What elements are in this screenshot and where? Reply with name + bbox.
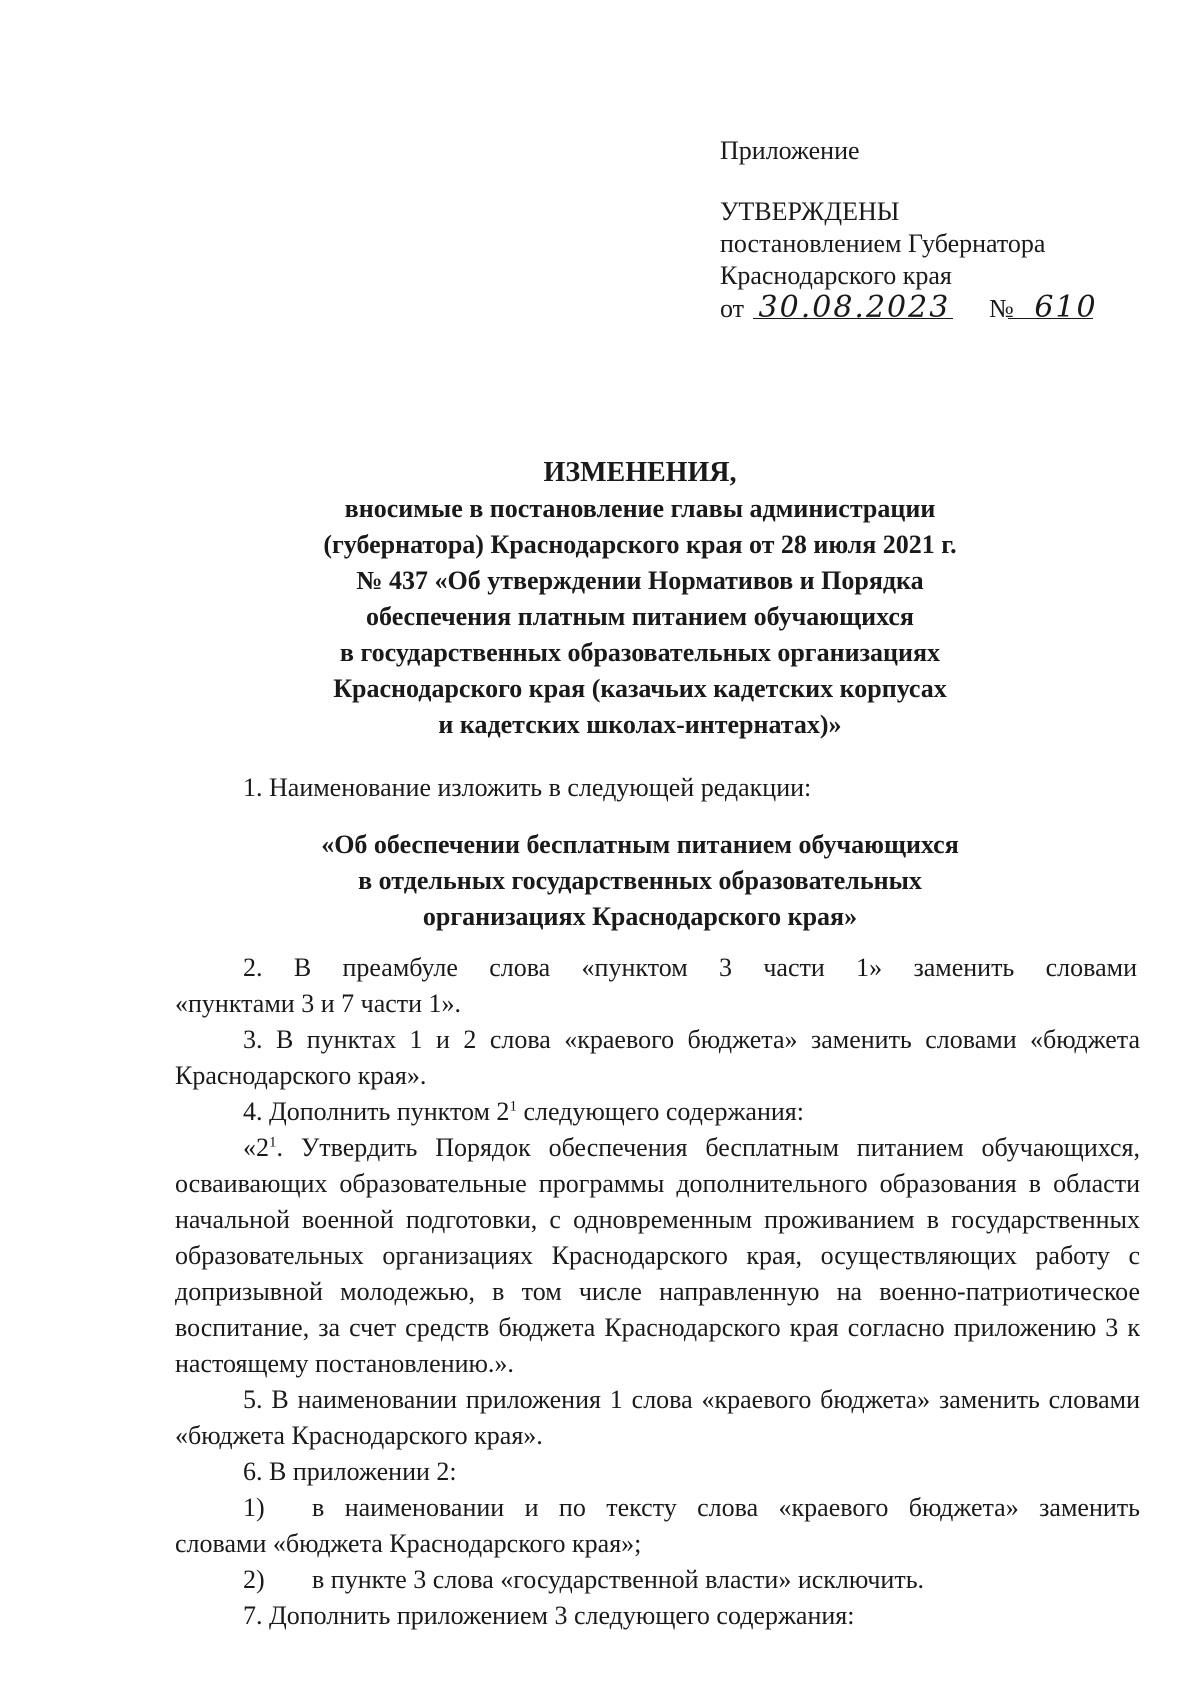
- date-underline: [753, 318, 953, 319]
- title-line: вносимые в постановление главы администрации: [344, 494, 936, 523]
- handwritten-date: 30.08.2023: [758, 290, 951, 325]
- item-2-line-1: 2. В преамбуле слова «пунктом 3 части 1» заменить словами: [243, 953, 1137, 982]
- item-6-2-text: в пункте 3 слова «государственной власти» исключить.: [312, 1565, 925, 1594]
- item-1: 1. Наименование изложить в следующей редакции:: [243, 773, 812, 802]
- item-6-1-text: в наименовании и по тексту слова «краевого бюджета» заменить: [312, 1493, 1140, 1522]
- item-3: 3. В пунктах 1 и 2 слова «краевого бюджета» заменить словами «бюджета Краснодарского края».: [175, 1025, 1140, 1090]
- title-line: Краснодарского края (казачьих кадетских корпусах: [333, 674, 947, 703]
- date-prefix: от: [720, 294, 745, 323]
- superscript: 1: [269, 1134, 277, 1151]
- number-underline: [1008, 318, 1093, 319]
- title-line: обеспечения платным питанием обучающихся: [366, 602, 914, 631]
- item-4: 4. Дополнить пунктом $2^1$ следующего содержания:: [243, 1097, 804, 1126]
- quote-title-line: «Об обеспечении бесплатным питанием обучающихся: [321, 830, 959, 859]
- quote-title-line: организациях Краснодарского края»: [422, 902, 858, 931]
- item-4-quote: «$2^1$. Утвердить Порядок обеспечения бесплатным питанием обучающихся, осваивающих образовательные программы дополнительного образования в области начальной военной подготовки, с одновременным проживанием в государственных образовательных организациях Краснодарского края, осуществляющих работу с допризывной молодежью, в том числе направленную на военно-патриотическое воспитание, за счет средств бюджета Краснодарского края согласно приложению 3 к настоящему постановлению.».: [175, 1133, 1140, 1378]
- document-title: [160, 455, 1120, 743]
- item-6-1-number: 1): [243, 1493, 265, 1522]
- superscript: 1: [509, 1098, 517, 1115]
- item-6-1-continuation: словами «бюджета Краснодарского края»;: [175, 1529, 642, 1558]
- item-6-2-number: 2): [243, 1565, 265, 1594]
- handwritten-number: 610: [1034, 290, 1098, 325]
- title-main: ИЗМЕНЕНИЯ,: [543, 457, 737, 488]
- item-6: 6. В приложении 2:: [243, 1457, 457, 1486]
- item-5: 5. В наименовании приложения 1 слова «краевого бюджета» заменить словами «бюджета Краснодарского края».: [175, 1385, 1140, 1450]
- region-line: Краснодарского края: [720, 261, 952, 290]
- title-line: в государственных образовательных организациях: [339, 638, 941, 667]
- item-2-line-2: «пунктами 3 и 7 части 1».: [175, 989, 462, 1018]
- quote-title-line: в отдельных государственных образовательных: [358, 866, 922, 895]
- new-name-quote: [160, 827, 1120, 935]
- title-line: и кадетских школах-интернатах)»: [438, 710, 842, 739]
- item-7: 7. Дополнить приложением 3 следующего содержания:: [243, 1601, 855, 1630]
- title-line: (губернатора) Краснодарского края от 28 июля 2021 г.: [323, 530, 957, 559]
- approved-label: УТВЕРЖДЕНЫ: [720, 197, 900, 226]
- approved-by-line: постановлением Губернатора: [720, 229, 1046, 258]
- date-number-line: [720, 292, 1114, 325]
- number-sign: №: [989, 294, 1014, 323]
- title-line: № 437 «Об утверждении Нормативов и Порядка: [356, 566, 924, 595]
- appendix-label: Приложение: [720, 136, 860, 165]
